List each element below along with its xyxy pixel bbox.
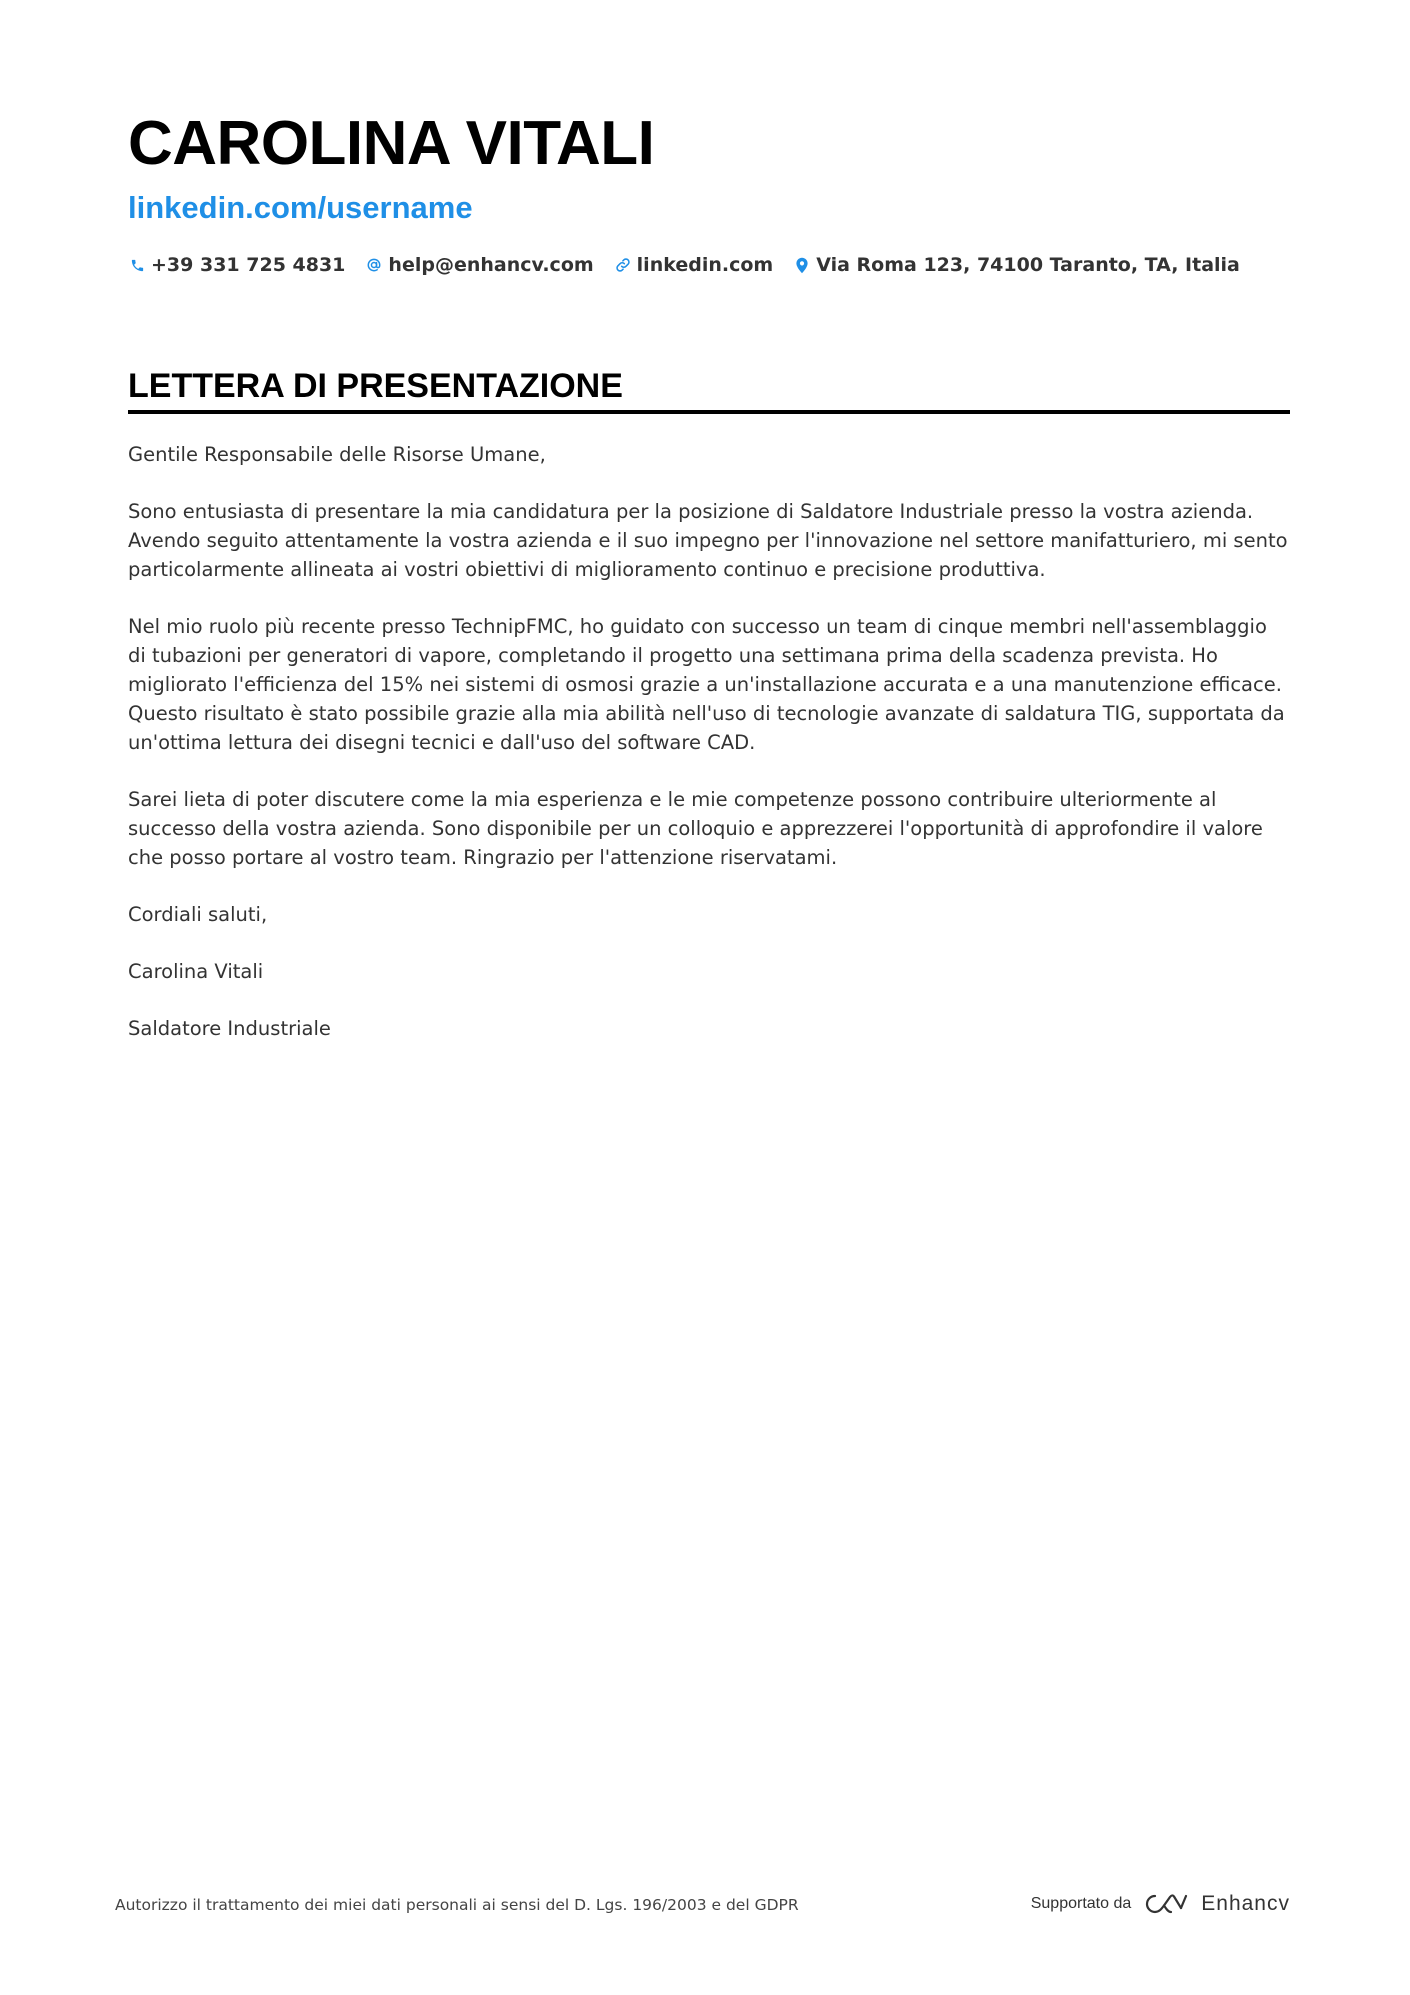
footer-consent: Autorizzo il trattamento dei miei dati personali ai sensi del D. Lgs. 196/2003 e del GDPR <box>115 1896 799 1914</box>
signature-title: Saldatore Industriale <box>128 1017 331 1040</box>
contact-address <box>793 254 1240 276</box>
contact-phone[interactable] <box>128 254 345 276</box>
contact-bar <box>128 254 1260 276</box>
signature-name: Carolina Vitali <box>128 960 264 983</box>
link-icon <box>614 256 632 274</box>
letter-paragraph: Sono entusiasta di presentare la mia candidatura per la posizione di Saldatore Industriale presso la vostra azienda. Avendo seguito attentamente la vostra azienda e il suo impegno per l'innovazione nel settore manifatturiero, mi sento particolarmente allineata ai vostri obiettivi di miglioramento continuo e precisione produttiva. <box>128 500 1288 581</box>
at-icon <box>365 256 383 274</box>
footer-branding[interactable] <box>1031 1892 1290 1916</box>
location-pin-icon <box>793 256 811 274</box>
contact-email[interactable] <box>365 254 593 276</box>
contact-address-text: Via Roma 123, 74100 Taranto, TA, Italia <box>816 254 1240 276</box>
section-title: LETTERA DI PRESENTAZIONE <box>128 367 623 405</box>
letter-body <box>128 440 1290 1071</box>
section-divider <box>128 410 1290 414</box>
phone-icon <box>128 256 146 274</box>
footer-brand-name: Enhancv <box>1201 1892 1290 1915</box>
contact-email-text: help@enhancv.com <box>388 254 594 276</box>
contact-phone-text: +39 331 725 4831 <box>151 254 346 276</box>
contact-linkedin-text: linkedin.com <box>636 254 774 276</box>
footer-supported-by: Supportato da <box>1030 1895 1132 1912</box>
contact-linkedin[interactable] <box>614 254 774 276</box>
candidate-subtitle-link[interactable]: linkedin.com/username <box>128 190 473 225</box>
letter-closing: Cordiali saluti, <box>128 903 268 926</box>
letter-paragraph: Nel mio ruolo più recente presso TechnipFMC, ho guidato con successo un team di cinque membri nell'assemblaggio di tubazioni per generatori di vapore, completando il progetto una settimana prima della scadenza prevista. Ho migliorato l'efficienza del 15% nei sistemi di osmosi grazie a un'installazione accurata e a una manutenzione efficace. Questo risultato è stato possibile grazie alla mia abilità nell'uso di tecnologie avanzate di saldatura TIG, supportata da un'ottima lettura dei disegni tecnici e dall'uso del software CAD. <box>128 615 1285 754</box>
enhancv-logo-icon <box>1143 1892 1189 1916</box>
candidate-name: CAROLINA VITALI <box>128 109 655 178</box>
letter-paragraph: Sarei lieta di poter discutere come la mia esperienza e le mie competenze possono contribuire ulteriormente al successo della vostra azienda. Sono disponibile per un colloquio e apprezzerei l'opportunità di approfondire il valore che posso portare al vostro team. Ringrazio per l'attenzione riservatami. <box>128 788 1263 869</box>
letter-greeting: Gentile Responsabile delle Risorse Umane, <box>128 443 546 466</box>
